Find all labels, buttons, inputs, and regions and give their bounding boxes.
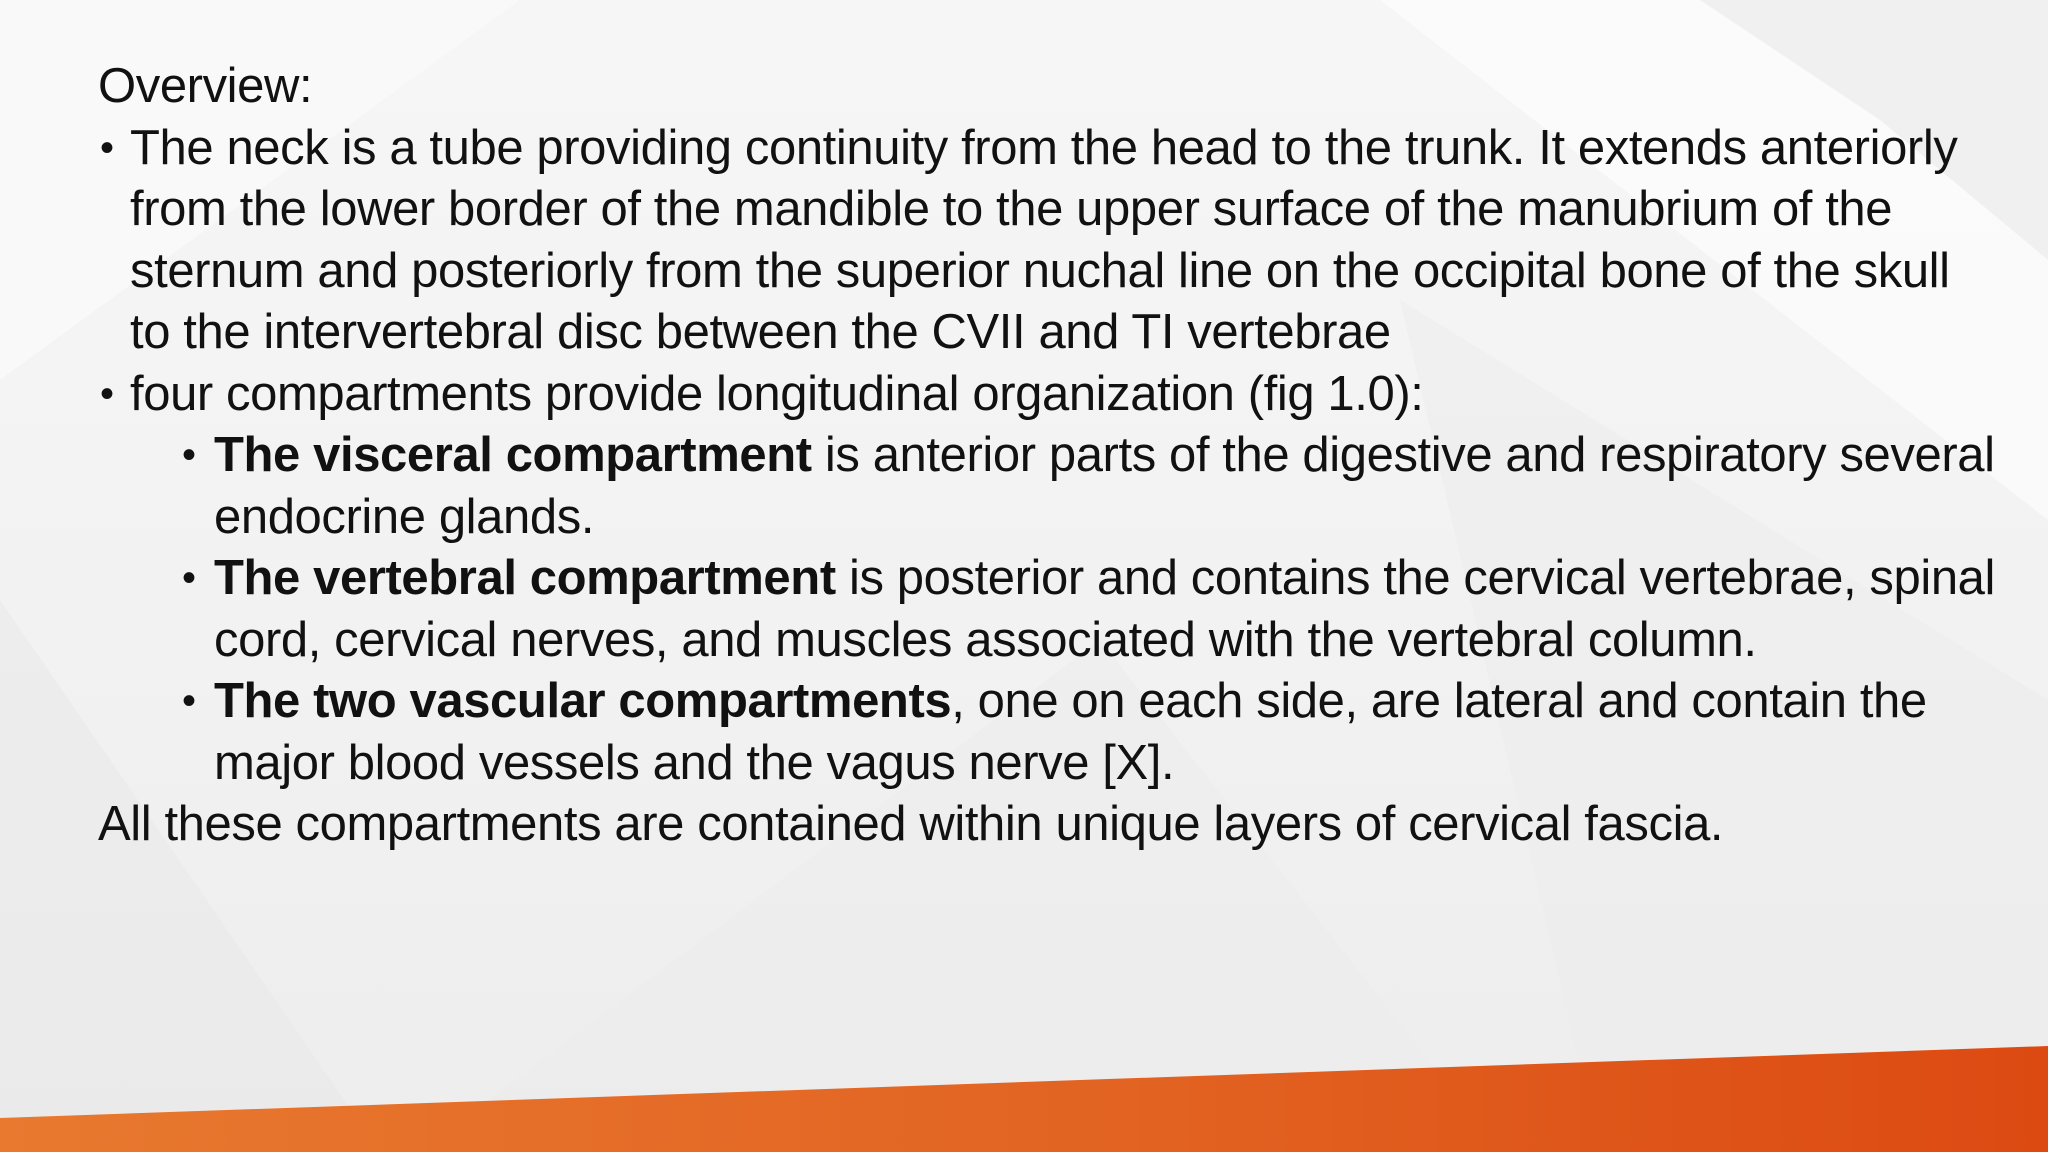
sub-bullet-text: , one on each side, are lateral and contain the major blood vessels and the vagus nerve [X]. (214, 674, 1927, 790)
overview-heading: Overview: (98, 59, 313, 113)
sub-bullet-vascular (98, 671, 1998, 794)
bullet-dot-icon: • (100, 371, 114, 416)
bullet-dot-icon: • (182, 679, 196, 723)
sub-bullet-vertebral (98, 548, 1998, 671)
bullet-dot-icon: • (100, 125, 114, 170)
sub-bullet-text: is anterior parts of the digestive and respiratory several endocrine glands. (214, 428, 1995, 544)
bullet-dot-icon: • (182, 433, 196, 477)
sub-bullet-text: is posterior and contains the cervical vertebrae, spinal cord, cervical nerves, and muscles associated with the vertebral column. (214, 551, 1996, 667)
sub-bullet-visceral (98, 425, 1998, 548)
term-vascular: The two vascular compartments (214, 674, 952, 728)
bullet-four-compartments (98, 364, 1998, 426)
bullet-neck-definition (98, 118, 1998, 364)
bullet-text: The neck is a tube providing continuity from the head to the trunk. It extends anteriorly from the lower border of the mandible to the upper surface of the manubrium of the sternum and posteriorly from the superior nuchal line on the occipital bone of the skull to the intervertebral disc between the CVII and TI vertebrae (130, 120, 1958, 359)
slide-content (98, 56, 1998, 856)
closing-statement: All these compartments are contained within unique layers of cervical fascia. (98, 797, 1724, 851)
term-visceral: The visceral compartment (214, 428, 812, 482)
bullet-dot-icon: • (182, 556, 196, 600)
bullet-text: four compartments provide longitudinal organization (fig 1.0): (130, 366, 1424, 421)
term-vertebral: The vertebral compartment (214, 551, 836, 605)
